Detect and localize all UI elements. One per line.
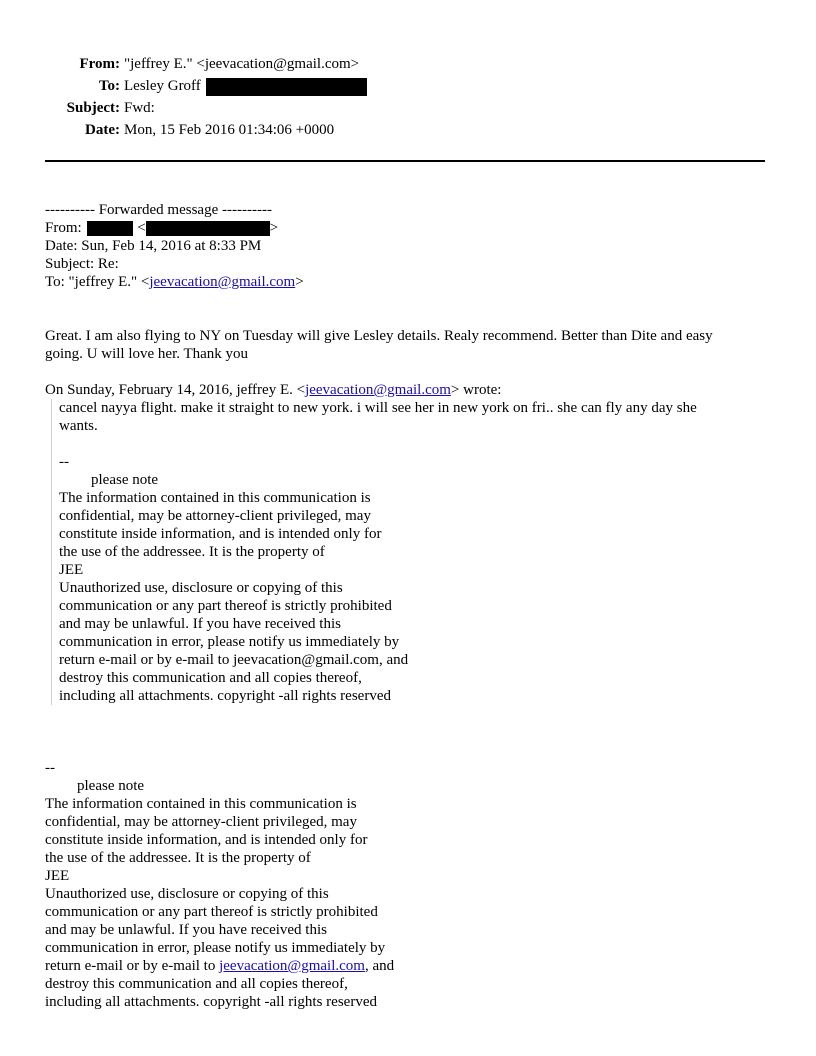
- forwarded-banner: ---------- Forwarded message ----------: [45, 202, 272, 218]
- disclaimer-line: return e-mail or by e-mail to jeevacation@gmail.com, and: [59, 652, 409, 668]
- disclaimer-line: JEE: [59, 562, 84, 578]
- sig-line: The information contained in this communication is: [45, 796, 357, 812]
- sig-line: destroy this communication and all copies thereof,: [45, 976, 348, 992]
- forwarded-lt: <: [137, 220, 146, 236]
- header-divider: [45, 160, 765, 162]
- message-body: [45, 327, 770, 399]
- wrote-line: [45, 381, 770, 399]
- forwarded-date-line: Date: Sun, Feb 14, 2016 at 8:33 PM: [45, 238, 262, 254]
- header-date-value: Mon, 15 Feb 2016 01:34:06 +0000: [124, 122, 335, 138]
- quoted-line: cancel nayya flight. make it straight to new york. i will see her in new york on fri.. she can fly any day she: [59, 400, 697, 416]
- disclaimer-line: Unauthorized use, disclosure or copying of this: [59, 580, 343, 596]
- quoted-sig-dash: --: [59, 454, 69, 470]
- header-from-value: "jeffrey E." <jeevacation@gmail.com>: [124, 56, 360, 72]
- disclaimer-line: communication or any part thereof is strictly prohibited: [59, 598, 392, 614]
- redaction-box: [206, 78, 367, 96]
- sig-line: and may be unlawful. If you have received this: [45, 922, 327, 938]
- forwarded-to-line: [45, 273, 770, 291]
- sig-please-note: please note: [77, 778, 145, 794]
- sig-line: constitute inside information, and is intended only for: [45, 832, 368, 848]
- sig-return-suffix: , and: [364, 958, 395, 974]
- email-link[interactable]: jeevacation@gmail.com: [219, 958, 365, 974]
- header-from-row: [46, 53, 367, 75]
- header-date-label: Date:: [85, 122, 120, 138]
- sig-return-line: [45, 957, 770, 975]
- header-date-row: [46, 119, 367, 141]
- header-to-label: To:: [98, 78, 120, 94]
- email-link[interactable]: jeevacation@gmail.com: [149, 274, 296, 290]
- wrote-suffix: > wrote:: [450, 382, 502, 398]
- sig-line: communication in error, please notify us immediately by: [45, 940, 386, 956]
- quoted-line: wants.: [59, 418, 98, 434]
- email-header: [46, 53, 367, 141]
- disclaimer-line: confidential, may be attorney-client privileged, may: [59, 508, 371, 524]
- header-to-value: Lesley Groff: [124, 78, 201, 94]
- disclaimer-line: the use of the addressee. It is the property of: [59, 544, 325, 560]
- forwarded-to-prefix: To: "jeffrey E." <: [45, 274, 150, 290]
- sig-line: communication or any part thereof is strictly prohibited: [45, 904, 378, 920]
- sig-line: confidential, may be attorney-client privileged, may: [45, 814, 357, 830]
- forwarded-from-line: [45, 219, 770, 237]
- sig-line: including all attachments. copyright -all rights reserved: [45, 994, 377, 1010]
- sig-dash: --: [45, 760, 55, 776]
- header-subject-label: Subject:: [66, 100, 120, 116]
- forwarded-from-label: From:: [45, 220, 82, 236]
- quoted-please-note: please note: [91, 472, 159, 488]
- disclaimer-line: The information contained in this communication is: [59, 490, 371, 506]
- signature: [45, 759, 770, 1011]
- sig-line: Unauthorized use, disclosure or copying of this: [45, 886, 329, 902]
- forwarded-to-suffix: >: [295, 274, 304, 290]
- body-line: Great. I am also flying to NY on Tuesday will give Lesley details. Realy recommend. Better than Dite and easy: [45, 328, 713, 344]
- header-subject-value: Fwd:: [124, 100, 155, 116]
- sig-line: JEE: [45, 868, 70, 884]
- sig-line: the use of the addressee. It is the property of: [45, 850, 311, 866]
- forwarded-gt: >: [269, 220, 279, 236]
- disclaimer-line: destroy this communication and all copies thereof,: [59, 670, 362, 686]
- body-line: going. U will love her. Thank you: [45, 346, 249, 362]
- forwarded-message-header: [45, 201, 770, 291]
- quoted-message: [51, 399, 769, 705]
- header-subject-row: [46, 97, 367, 119]
- redaction-box: [87, 221, 133, 236]
- sig-return-prefix: return e-mail or by e-mail to: [45, 958, 220, 974]
- redaction-box: [146, 221, 270, 236]
- wrote-prefix: On Sunday, February 14, 2016, jeffrey E. <: [45, 382, 306, 398]
- header-from-label: From:: [79, 56, 120, 72]
- email-link[interactable]: jeevacation@gmail.com: [305, 382, 451, 398]
- disclaimer-line: constitute inside information, and is intended only for: [59, 526, 382, 542]
- forwarded-subject-line: Subject: Re:: [45, 256, 119, 272]
- disclaimer-line: including all attachments. copyright -all rights reserved: [59, 688, 391, 704]
- disclaimer-line: and may be unlawful. If you have received this: [59, 616, 341, 632]
- header-to-row: [46, 75, 367, 97]
- disclaimer-line: communication in error, please notify us immediately by: [59, 634, 400, 650]
